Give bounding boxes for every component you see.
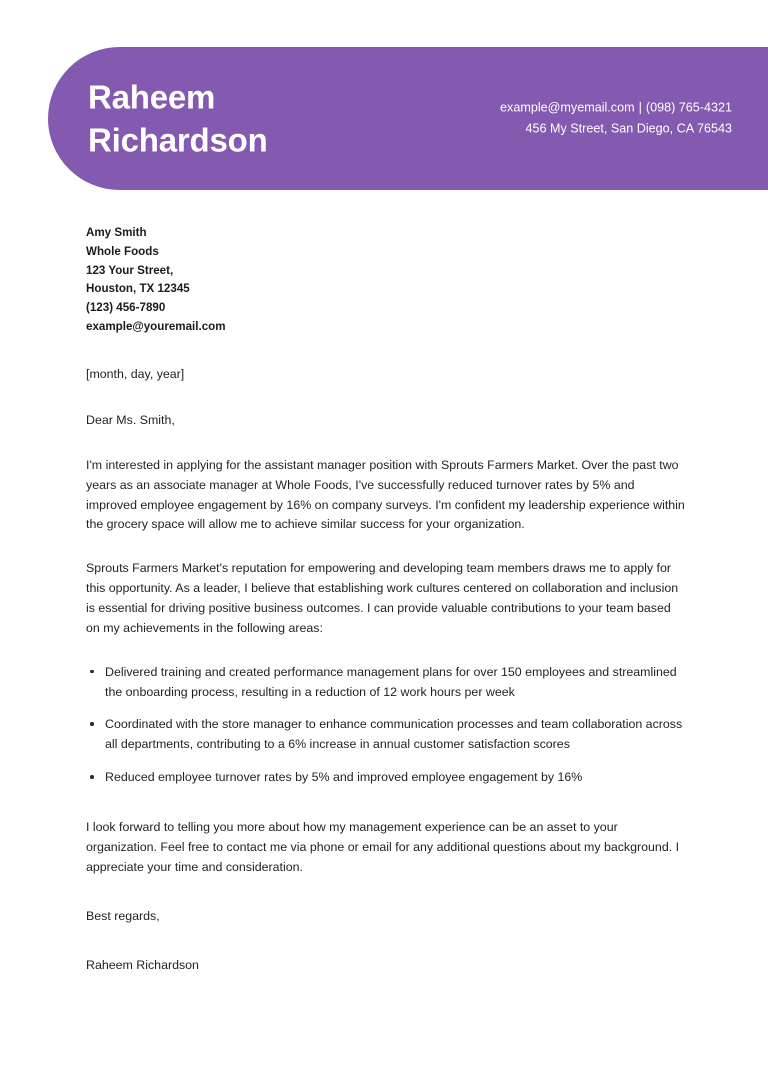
- list-item-text: Delivered training and created performance management plans for over 150 employees and streamlined the onboarding process, resulting in a reduction of 12 work hours per week: [105, 664, 677, 699]
- list-item: [86, 768, 686, 788]
- recipient-city: Houston, TX 12345: [86, 282, 190, 296]
- header-banner-content: [48, 47, 768, 190]
- applicant-contact-info: [500, 97, 732, 140]
- recipient-name: Amy Smith: [86, 226, 147, 239]
- bullet-dot-icon: [90, 775, 94, 779]
- bullet-dot-icon: [90, 722, 94, 726]
- achievements-list: [86, 663, 686, 788]
- list-item-text: Reduced employee turnover rates by 5% and improved employee engagement by 16%: [105, 770, 583, 785]
- contact-separator: |: [638, 99, 642, 114]
- letter-signature: Raheem Richardson: [86, 958, 199, 973]
- recipient-phone: (123) 456-7890: [86, 301, 166, 315]
- contact-address: 456 My Street, San Diego, CA 76543: [525, 121, 732, 136]
- letter-date: [month, day, year]: [86, 366, 185, 381]
- letter-signoff: Best regards,: [86, 909, 160, 924]
- applicant-first-name: Raheem: [88, 77, 216, 115]
- letter-paragraph-3: I look forward to telling you more about how my management experience can be an asset to your organization. Feel free to contact me via phone or email for any additional questions about my background. I appreciate your time and consideration.: [86, 819, 680, 874]
- bullet-dot-icon: [90, 670, 94, 674]
- contact-email: example@myemail.com: [500, 99, 635, 114]
- contact-phone: (098) 765-4321: [645, 99, 732, 114]
- letter-paragraph-2: Sprouts Farmers Market's reputation for empowering and developing team members draws me to apply for this opportunity. As a leader, I believe that establishing work cultures centered on collaboration and inclusion is essential for driving positive business outcomes. I can provide valuable contributions to your team based on my achievements in the following areas:: [86, 561, 679, 635]
- recipient-address-block: [86, 224, 686, 337]
- letter-salutation: Dear Ms. Smith,: [86, 413, 175, 428]
- applicant-name: [88, 75, 268, 162]
- list-item-text: Coordinated with the store manager to enhance communication processes and team collaboration across all departments, contributing to a 6% increase in annual customer satisfaction scores: [105, 717, 683, 752]
- header-banner: [48, 47, 768, 190]
- letter-body: [86, 224, 686, 975]
- list-item: [86, 715, 686, 755]
- recipient-company: Whole Foods: [86, 244, 159, 258]
- contact-email-phone-line: [500, 97, 732, 119]
- recipient-email: example@youremail.com: [86, 319, 226, 333]
- applicant-last-name: Richardson: [88, 121, 268, 159]
- list-item: [86, 663, 686, 703]
- recipient-street: 123 Your Street,: [86, 263, 174, 277]
- letter-paragraph-1: I'm interested in applying for the assistant manager position with Sprouts Farmers Market. Over the past two years as an associate manager at Whole Foods, I've successfully reduced turnover rates by 5% and improved employee engagement by 16% on company surveys. I'm confident my leadership experience within the grocery space will allow me to achieve similar success for your organization.: [86, 457, 685, 532]
